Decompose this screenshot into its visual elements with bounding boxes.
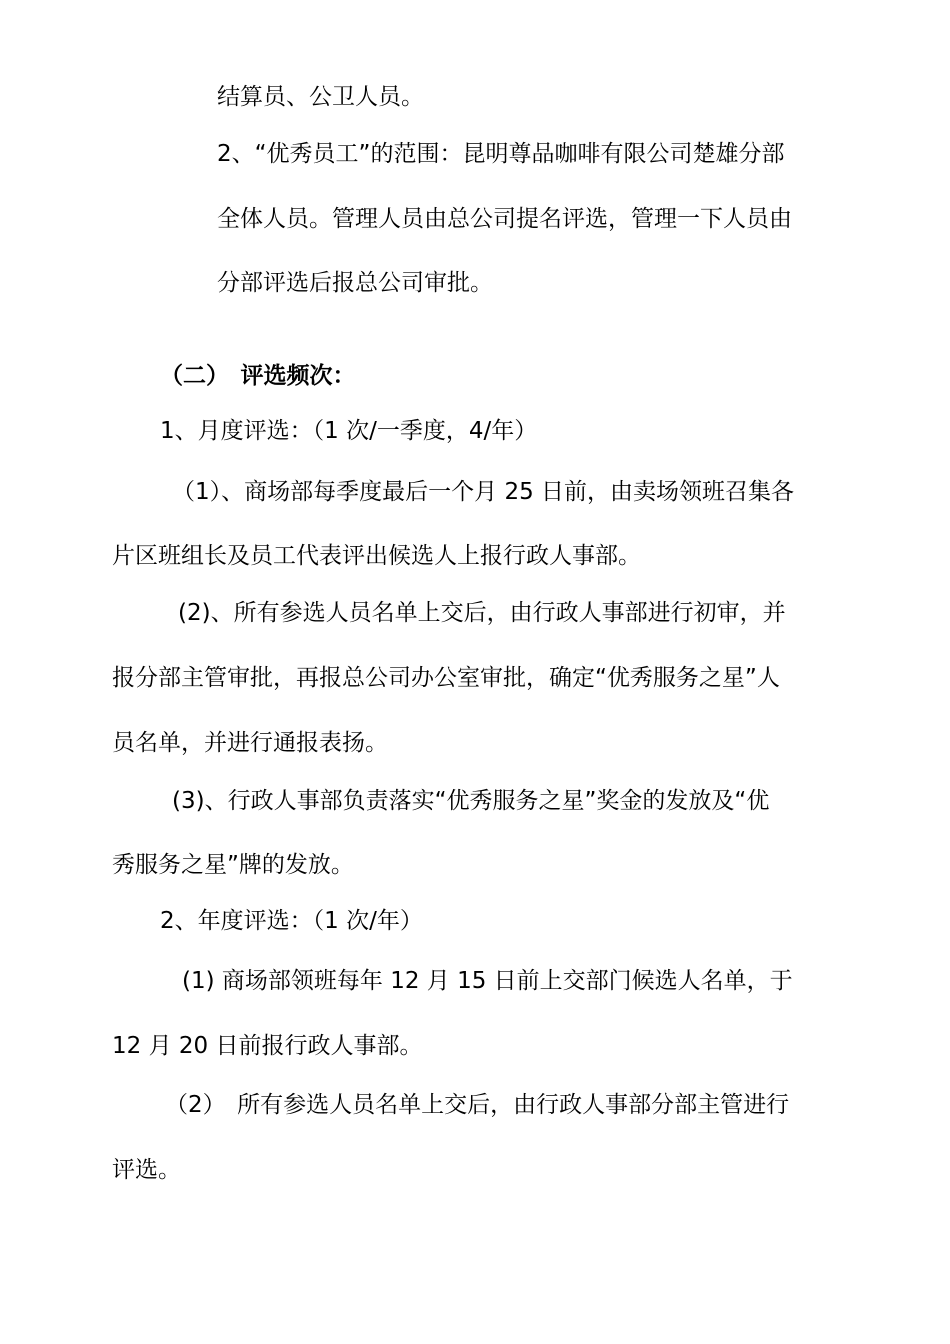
text-line-4: 分部评选后报总公司审批。 <box>217 270 493 296</box>
text-line-3: 全体人员。管理人员由总公司提名评选，管理一下人员由 <box>217 206 792 232</box>
text-line-6: 1、月度评选：（1 次/一季度，4/年） <box>160 418 538 444</box>
text-line-10: 报分部主管审批，再报总公司办公室审批，确定“优秀服务之星”人 <box>112 665 780 691</box>
text-line-8: 片区班组长及员工代表评出候选人上报行政人事部。 <box>112 543 641 569</box>
text-line-16: 12 月 20 日前报行政人事部。 <box>112 1033 423 1059</box>
section-heading: （二） 评选频次： <box>160 363 356 389</box>
text-line-7: （1）、商场部每季度最后一个月 25 日前，由卖场领班召集各 <box>172 479 795 505</box>
text-line-14: 2、年度评选：（1 次/年） <box>160 908 423 934</box>
text-line-1: 结算员、公卫人员。 <box>217 84 424 110</box>
text-line-17: （2） 所有参选人员名单上交后，由行政人事部分部主管进行 <box>165 1092 790 1118</box>
text-line-12: (3)、行政人事部负责落实“优秀服务之星”奖金的发放及“优 <box>172 788 770 814</box>
text-line-13: 秀服务之星”牌的发放。 <box>112 852 354 878</box>
text-line-9: (2)、所有参选人员名单上交后，由行政人事部进行初审，并 <box>178 600 786 626</box>
text-line-11: 员名单，并进行通报表扬。 <box>112 730 388 756</box>
text-line-2: 2、“优秀员工”的范围：昆明尊品咖啡有限公司楚雄分部 <box>217 141 785 167</box>
text-line-18: 评选。 <box>112 1157 181 1183</box>
text-line-15: (1) 商场部领班每年 12 月 15 日前上交部门候选人名单，于 <box>182 968 793 994</box>
